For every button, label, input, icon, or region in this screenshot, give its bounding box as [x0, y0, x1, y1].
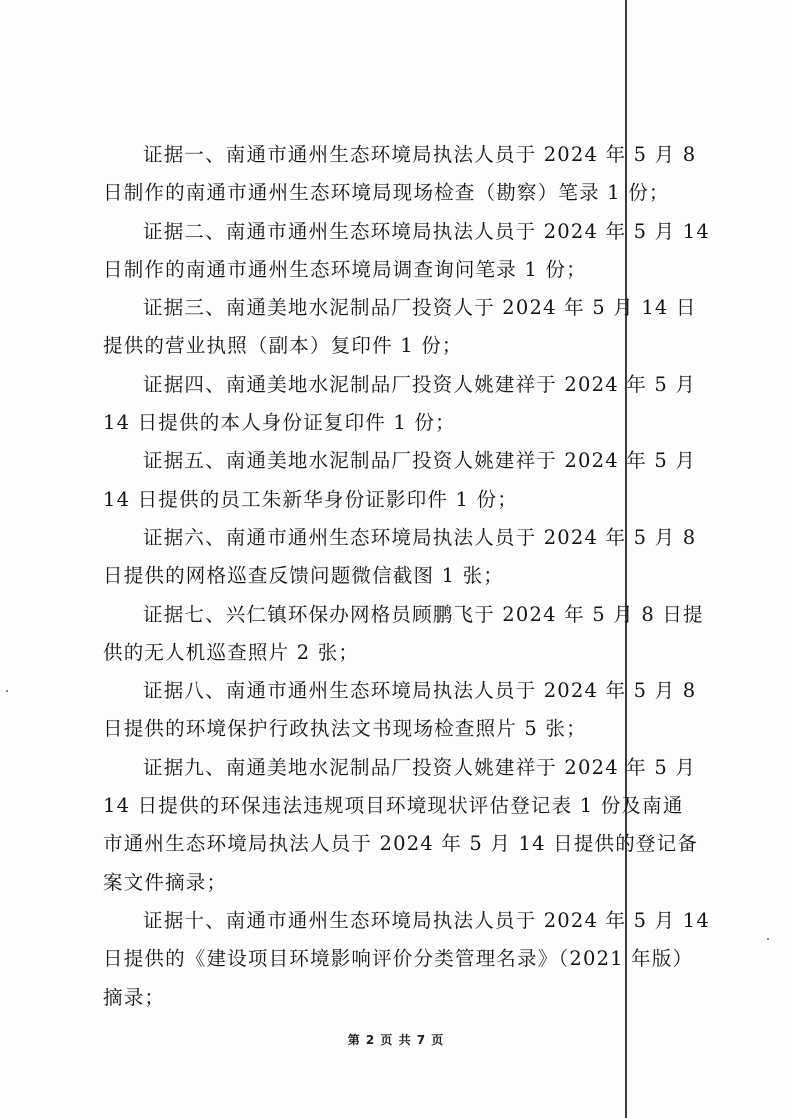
text-line: 日制作的南通市通州生态环境局现场检查（勘察）笔录 1 份；	[103, 181, 670, 205]
text-line: 14 日提供的员工朱新华身份证影印件 1 份；	[103, 487, 518, 511]
text-line: 供的无人机巡查照片 2 张；	[103, 640, 360, 664]
text-line: 日提供的网格巡查反馈问题微信截图 1 张；	[103, 564, 505, 588]
text-line: 14 日提供的本人身份证复印件 1 份；	[103, 411, 456, 435]
text-line: 提供的营业执照（副本）复印件 1 份；	[103, 334, 463, 358]
text-line: 14 日提供的环保违法违规项目环境现状评估登记表 1 份及南通	[103, 794, 684, 818]
text-line: 证据八、南通市通州生态环境局执法人员于 2024 年 5 月 8	[143, 679, 697, 703]
text-line: 证据一、南通市通州生态环境局执法人员于 2024 年 5 月 8	[143, 143, 697, 166]
evidence-list	[103, 136, 710, 1017]
text-line: 日制作的南通市通州生态环境局调查询问笔录 1 份；	[103, 257, 587, 281]
text-line: 证据五、南通美地水泥制品厂投资人姚建祥于 2024 年 5 月	[143, 449, 697, 473]
text-line: 证据二、南通市通州生态环境局执法人员于 2024 年 5 月 14	[143, 219, 710, 243]
text-line: 市通州生态环境局执法人员于 2024 年 5 月 14 日提供的登记备	[103, 832, 699, 856]
text-line: 摘录；	[103, 985, 166, 1009]
text-line: 案文件摘录；	[103, 870, 228, 894]
text-line: 证据十、南通市通州生态环境局执法人员于 2024 年 5 月 14	[143, 908, 710, 932]
text-line: 证据三、南通美地水泥制品厂投资人于 2024 年 5 月 14 日	[143, 296, 697, 320]
text-line: 日提供的《建设项目环境影响评价分类管理名录》（2021 年版）	[103, 947, 694, 971]
text-line: 证据六、南通市通州生态环境局执法人员于 2024 年 5 月 8	[143, 525, 697, 549]
text-line: 日提供的环境保护行政执法文书现场检查照片 5 张；	[103, 717, 587, 741]
text-line: 证据九、南通美地水泥制品厂投资人姚建祥于 2024 年 5 月	[143, 755, 697, 779]
text-line: 证据四、南通美地水泥制品厂投资人姚建祥于 2024 年 5 月	[143, 372, 697, 396]
scan-speck	[6, 690, 8, 692]
text-line: 证据七、兴仁镇环保办网格员顾鹏飞于 2024 年 5 月 8 日提	[143, 602, 704, 626]
scan-speck	[767, 938, 769, 940]
page-number-footer: 第 2 页 共 7 页	[347, 1033, 445, 1047]
